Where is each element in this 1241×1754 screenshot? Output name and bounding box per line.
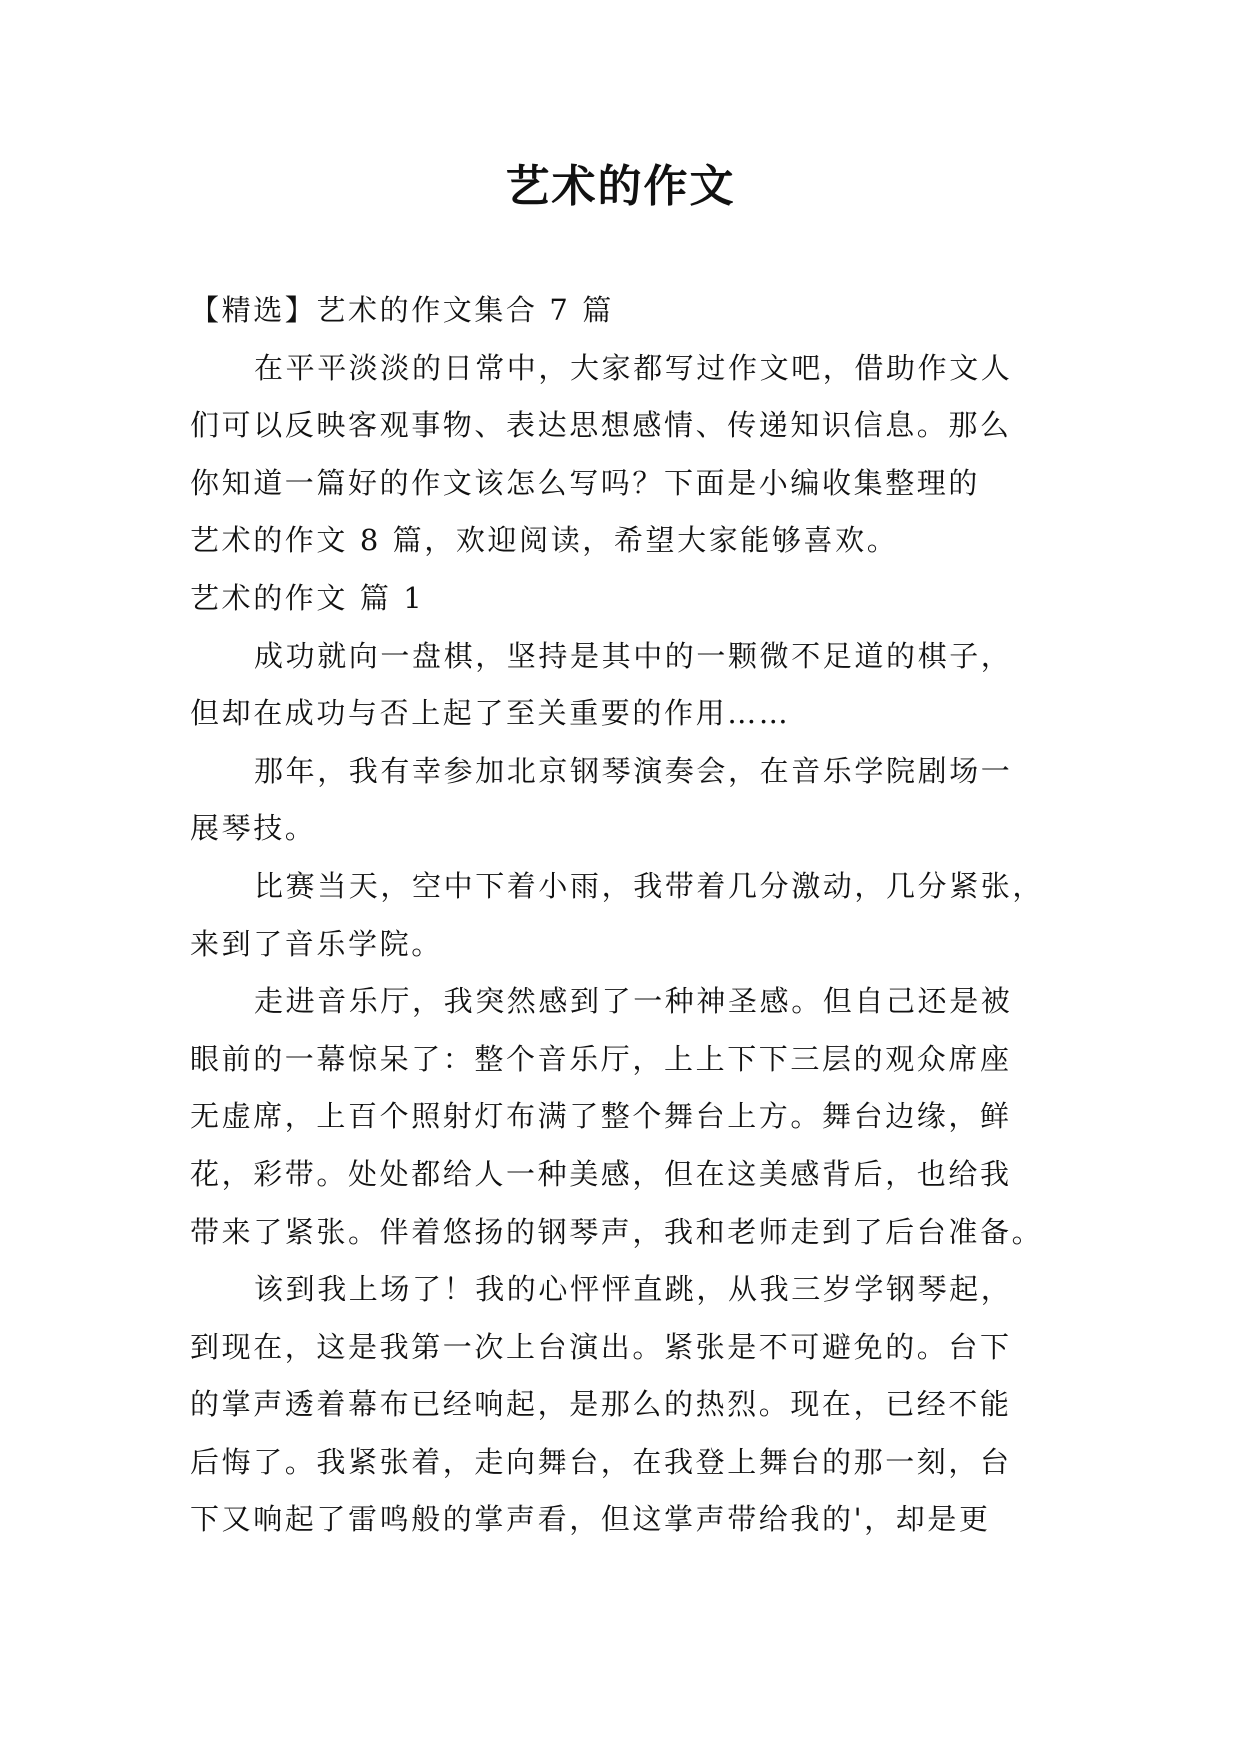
paragraph-line: 在平平淡淡的日常中，大家都写过作文吧，借助作文人 bbox=[254, 350, 1013, 385]
paragraph-line: 眼前的一幕惊呆了：整个音乐厅，上上下下三层的观众席座 bbox=[190, 1041, 1012, 1076]
paragraph-line: 走进音乐厅，我突然感到了一种神圣感。但自己还是被 bbox=[254, 984, 1013, 1019]
paragraph-line: 艺术的作文 8 篇，欢迎阅读，希望大家能够喜欢。 bbox=[190, 523, 899, 558]
paragraph-line: 下又响起了雷鸣般的掌声看，但这掌声带给我的'，却是更 bbox=[190, 1502, 991, 1537]
intro-heading-line: 【精选】艺术的作文集合 7 篇 bbox=[190, 293, 614, 327]
paragraph-line: 展琴技。 bbox=[190, 811, 317, 846]
paragraph-line: 花，彩带。处处都给人一种美感，但在这美感背后，也给我 bbox=[190, 1156, 1012, 1191]
paragraph-line: 但却在成功与否上起了至关重要的作用…… bbox=[190, 696, 791, 731]
section-heading-line: 艺术的作文 篇 1 bbox=[190, 580, 425, 615]
paragraph-line: 到现在，这是我第一次上台演出。紧张是不可避免的。台下 bbox=[190, 1329, 1012, 1364]
paragraph-line: 成功就向一盘棋，坚持是其中的一颗微不足道的棋子， bbox=[254, 638, 1013, 673]
document-title: 艺术的作文 bbox=[505, 161, 736, 212]
paragraph-line: 带来了紧张。伴着悠扬的钢琴声，我和老师走到了后台准备。 bbox=[190, 1214, 1044, 1249]
document-body bbox=[190, 282, 1070, 1549]
paragraph-line: 该到我上场了！我的心怦怦直跳，从我三岁学钢琴起， bbox=[254, 1272, 1013, 1307]
paragraph-line: 比赛当天，空中下着小雨，我带着几分激动，几分紧张， bbox=[254, 868, 1045, 903]
paragraph-line: 那年，我有幸参加北京钢琴演奏会，在音乐学院剧场一 bbox=[254, 753, 1013, 788]
paragraph-line: 无虚席，上百个照射灯布满了整个舞台上方。舞台边缘，鲜 bbox=[190, 1099, 1012, 1134]
paragraph-line: 后悔了。我紧张着，走向舞台，在我登上舞台的那一刻，台 bbox=[190, 1444, 1012, 1479]
paragraph-line: 的掌声透着幕布已经响起，是那么的热烈。现在，已经不能 bbox=[190, 1387, 1012, 1422]
paragraph-line: 来到了音乐学院。 bbox=[190, 926, 443, 961]
paragraph-line: 们可以反映客观事物、表达思想感情、传递知识信息。那么 bbox=[190, 408, 1012, 443]
paragraph-line: 你知道一篇好的作文该怎么写吗？下面是小编收集整理的 bbox=[190, 465, 981, 500]
